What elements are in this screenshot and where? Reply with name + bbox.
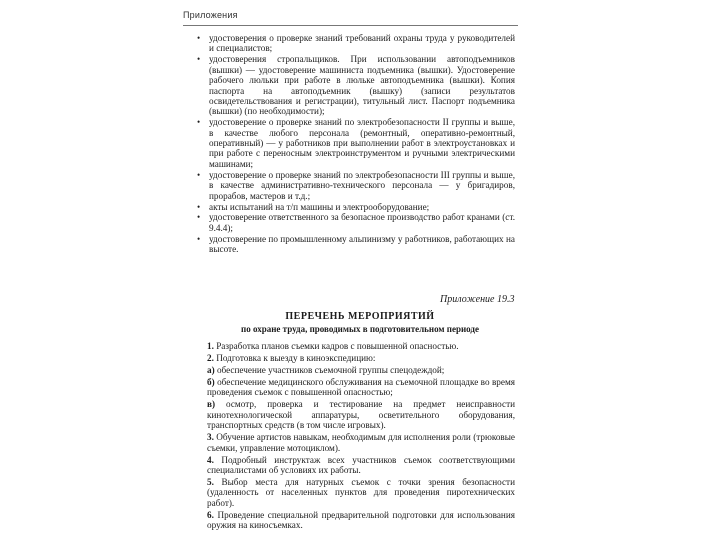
list-item-text: Проведение специальной предварительной подготовки для использования оружия на киносъемках. <box>207 509 515 531</box>
list-item-text: обеспечение медицинского обслуживания на съемочной площадке во время проведения съемок с повышенной опасностью; <box>207 377 515 398</box>
list-item <box>197 33 515 54</box>
item-number: 1. <box>207 341 214 351</box>
list-item-text: осмотр, проверка и тестирование на предмет неисправности кинотехнологической аппаратуры, осветительного оборудования, транспортных средств (в том числе игровых). <box>207 399 515 431</box>
bullet-icon: • <box>197 233 201 244</box>
bullet-icon: • <box>197 169 201 180</box>
list-item-text: удостоверение по промышленному альпинизму у работников, работающих на высоте. <box>209 233 515 255</box>
list-item <box>197 202 515 212</box>
list-item-text: удостоверение ответственного за безопасное производство работ кранами (ст. 9.4.4); <box>209 212 515 233</box>
list-item-text: удостоверения о проверке знаний требований охраны труда у руководителей и специалистов; <box>209 33 515 54</box>
bullet-icon: • <box>197 117 201 128</box>
list-item-text: удостоверения стропальщиков. При использовании автоподъемников (вышки) — удостоверение машиниста подъемника (вышки). Удостоверение рабочего люльки при работе в люльке автоподъемника (вышки). Копия паспорта на автоподъемник (вышку) (записи результатов освидетельствования и регистрации), титульный лист. Паспорт подъемника (вышки) (по необходимости); <box>209 54 515 117</box>
list-item <box>197 234 515 255</box>
list-item <box>207 353 515 363</box>
list-item <box>207 432 515 453</box>
item-number: 5. <box>207 477 214 488</box>
list-item <box>207 477 515 508</box>
header-rule <box>183 25 518 26</box>
list-item <box>207 365 515 375</box>
list-item-text: удостоверение о проверке знаний по электробезопасности III группы и выше, в качестве административно-технического персонала — у бригадиров, прорабов, мастеров и т.д.; <box>209 169 515 201</box>
list-item-text: обеспечение участников съемочной группы спецодеждой; <box>216 365 445 375</box>
list-item-text: удостоверение о проверке знаний по электробезопасности II группы и выше, в качестве любого персонала (ремонтный, оперативно-ремонтный, оперативный) — у работников при выполнении работ в электроустановках и при работе с переносным электроинструментом и ручными электрическими машинами; <box>209 117 515 169</box>
list-item-text: Разработка планов съемки кадров с повышенной опасностью. <box>216 341 459 351</box>
bullet-icon: • <box>197 33 201 43</box>
list-item <box>197 212 515 233</box>
list-item-text: Подготовка к выезду в киноэкспедицию: <box>216 353 376 363</box>
item-number: в) <box>207 399 216 410</box>
list-item <box>207 455 515 476</box>
list-item-text: Обучение артистов навыкам, необходимым для исполнения роли (трюковые съемки, управление мотоциклом). <box>207 432 516 453</box>
item-number: 4. <box>207 454 214 465</box>
list-item <box>207 377 515 398</box>
list-item-text: Подробный инструктаж всех участников съемок соответствующими специалистами об условиях их работы. <box>207 454 515 476</box>
list-item-text: Выбор места для натурных съемок с точки зрения безопасности (удаленность от населенных пунктов для проведения пиротехнических работ). <box>207 477 515 508</box>
running-header: Приложения <box>183 10 238 20</box>
appendix-label: Приложение 19.3 <box>440 294 515 305</box>
measures-list <box>207 341 515 532</box>
section-subtitle: по охране труда, проводимых в подготовительном периоде <box>241 324 479 334</box>
item-number: б) <box>207 377 215 387</box>
list-item <box>197 54 515 116</box>
bullet-icon: • <box>197 54 201 65</box>
section-title: ПЕРЕЧЕНЬ МЕРОПРИЯТИЙ <box>285 311 435 322</box>
list-item <box>197 117 515 169</box>
bullet-icon: • <box>197 212 201 223</box>
item-number: а) <box>207 365 215 375</box>
list-item <box>207 510 515 531</box>
list-item <box>197 170 515 201</box>
list-item <box>207 399 515 430</box>
requirements-list <box>197 33 515 255</box>
item-number: 6. <box>207 509 214 520</box>
list-item <box>207 341 515 351</box>
list-item-text: акты испытаний на т/п машины и электрооборудование; <box>209 201 430 212</box>
item-number: 2. <box>207 353 214 363</box>
item-number: 3. <box>207 432 214 443</box>
bullet-icon: • <box>197 201 201 212</box>
